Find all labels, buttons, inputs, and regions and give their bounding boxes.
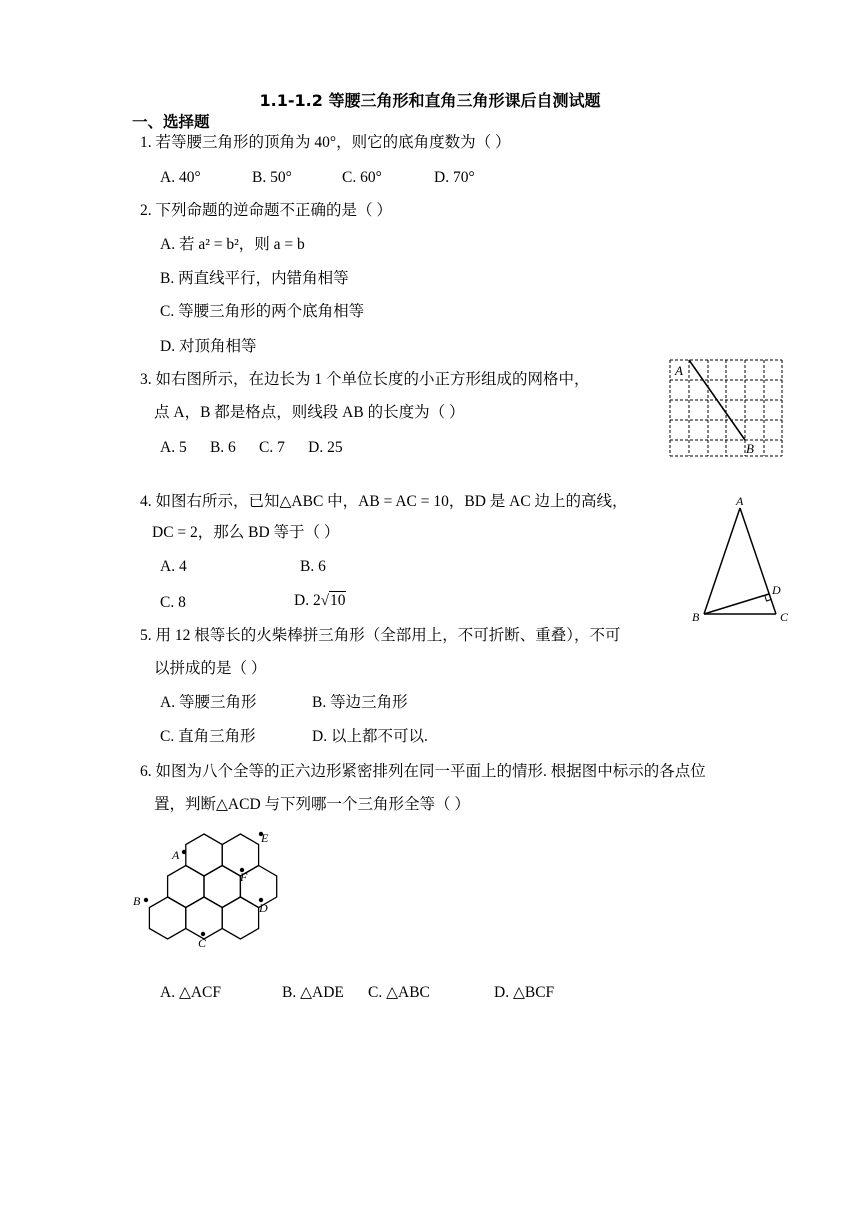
hexagon-8: [222, 897, 258, 939]
q5-stem-line2: 以拼成的是（ ）: [154, 660, 267, 677]
q6-option-a: A. △ACF: [160, 984, 222, 1001]
q4-option-d-radicand: 10: [329, 592, 346, 609]
q4-option-d: D. 2√10: [294, 592, 346, 609]
q2-option-b: B. 两直线平行，内错角相等: [160, 270, 349, 287]
q4-option-c: C. 8: [160, 594, 186, 611]
hex-label-a: A: [172, 848, 180, 862]
hex-label-e: E: [261, 831, 269, 845]
q4-stem-line1: 4. 如图右所示，已知△ABC 中，AB = AC = 10，BD 是 AC 边上的高线，: [140, 493, 628, 510]
tri-label-a: A: [736, 494, 744, 508]
q6-option-c: C. △ABC: [368, 984, 430, 1001]
q2-option-d: D. 对顶角相等: [160, 338, 257, 355]
q5-option-a: A. 等腰三角形: [160, 694, 257, 711]
q1-stem: 1. 若等腰三角形的顶角为 40°，则它的底角度数为（ ）: [140, 134, 511, 151]
q1-option-d: D. 70°: [434, 169, 475, 186]
q2-stem: 2. 下列命题的逆命题不正确的是（ ）: [140, 202, 392, 219]
hex-label-c: C: [198, 936, 207, 950]
q2-option-a: A. 若 a² = b²，则 a = b: [160, 236, 305, 253]
hex-label-d: D: [259, 901, 268, 915]
q5-stem-line1: 5. 用 12 根等长的火柴棒拼三角形（全部用上，不可折断、重叠），不可: [140, 627, 621, 644]
triangle-figure: [688, 490, 798, 625]
grid-figure: [664, 354, 788, 460]
hexagon-1: [186, 834, 222, 876]
q1-option-a: A. 40°: [160, 169, 201, 186]
q1-option-c: C. 60°: [342, 169, 382, 186]
q2-option-c: C. 等腰三角形的两个底角相等: [160, 303, 365, 320]
q6-stem-line1: 6. 如图为八个全等的正六边形紧密排列在同一平面上的情形. 根据图中标示的各点位: [140, 763, 706, 780]
grid-label-b: B: [746, 441, 754, 456]
q5-option-c: C. 直角三角形: [160, 728, 256, 745]
grid-label-a: A: [675, 363, 683, 378]
section-heading: 一、选择题: [132, 113, 210, 131]
hexagon-6: [149, 897, 185, 939]
hex-label-b: B: [133, 894, 141, 908]
page-title: 1.1-1.2 等腰三角形和直角三角形课后自测试题: [259, 91, 601, 110]
q3-options: A. 5 B. 6 C. 7 D. 25: [160, 439, 343, 456]
hexagon-3: [168, 866, 204, 908]
tri-label-d: D: [772, 583, 781, 597]
tri-label-b: B: [692, 610, 700, 624]
hexagon-figure: [130, 826, 290, 951]
q4-stem-line2: DC = 2，那么 BD 等于（ ）: [152, 524, 340, 541]
tri-label-c: C: [780, 610, 789, 624]
q5-option-d: D. 以上都不可以.: [312, 728, 428, 745]
q1-option-b: B. 50°: [252, 169, 292, 186]
q3-stem-line1: 3. 如右图所示，在边长为 1 个单位长度的小正方形组成的网格中，: [140, 371, 590, 388]
hex-label-f: F: [240, 870, 248, 884]
q6-stem-line2: 置，判断△ACD 与下列哪一个三角形全等（ ）: [154, 796, 470, 813]
q6-option-b: B. △ADE: [282, 984, 344, 1001]
q4-option-a: A. 4: [160, 558, 187, 575]
q6-option-d: D. △BCF: [494, 984, 555, 1001]
q3-stem-line2: 点 A，B 都是格点，则线段 AB 的长度为（ ）: [154, 404, 465, 421]
hexagon-4: [204, 866, 240, 908]
q4-option-b: B. 6: [300, 558, 326, 575]
q5-option-b: B. 等边三角形: [312, 694, 408, 711]
